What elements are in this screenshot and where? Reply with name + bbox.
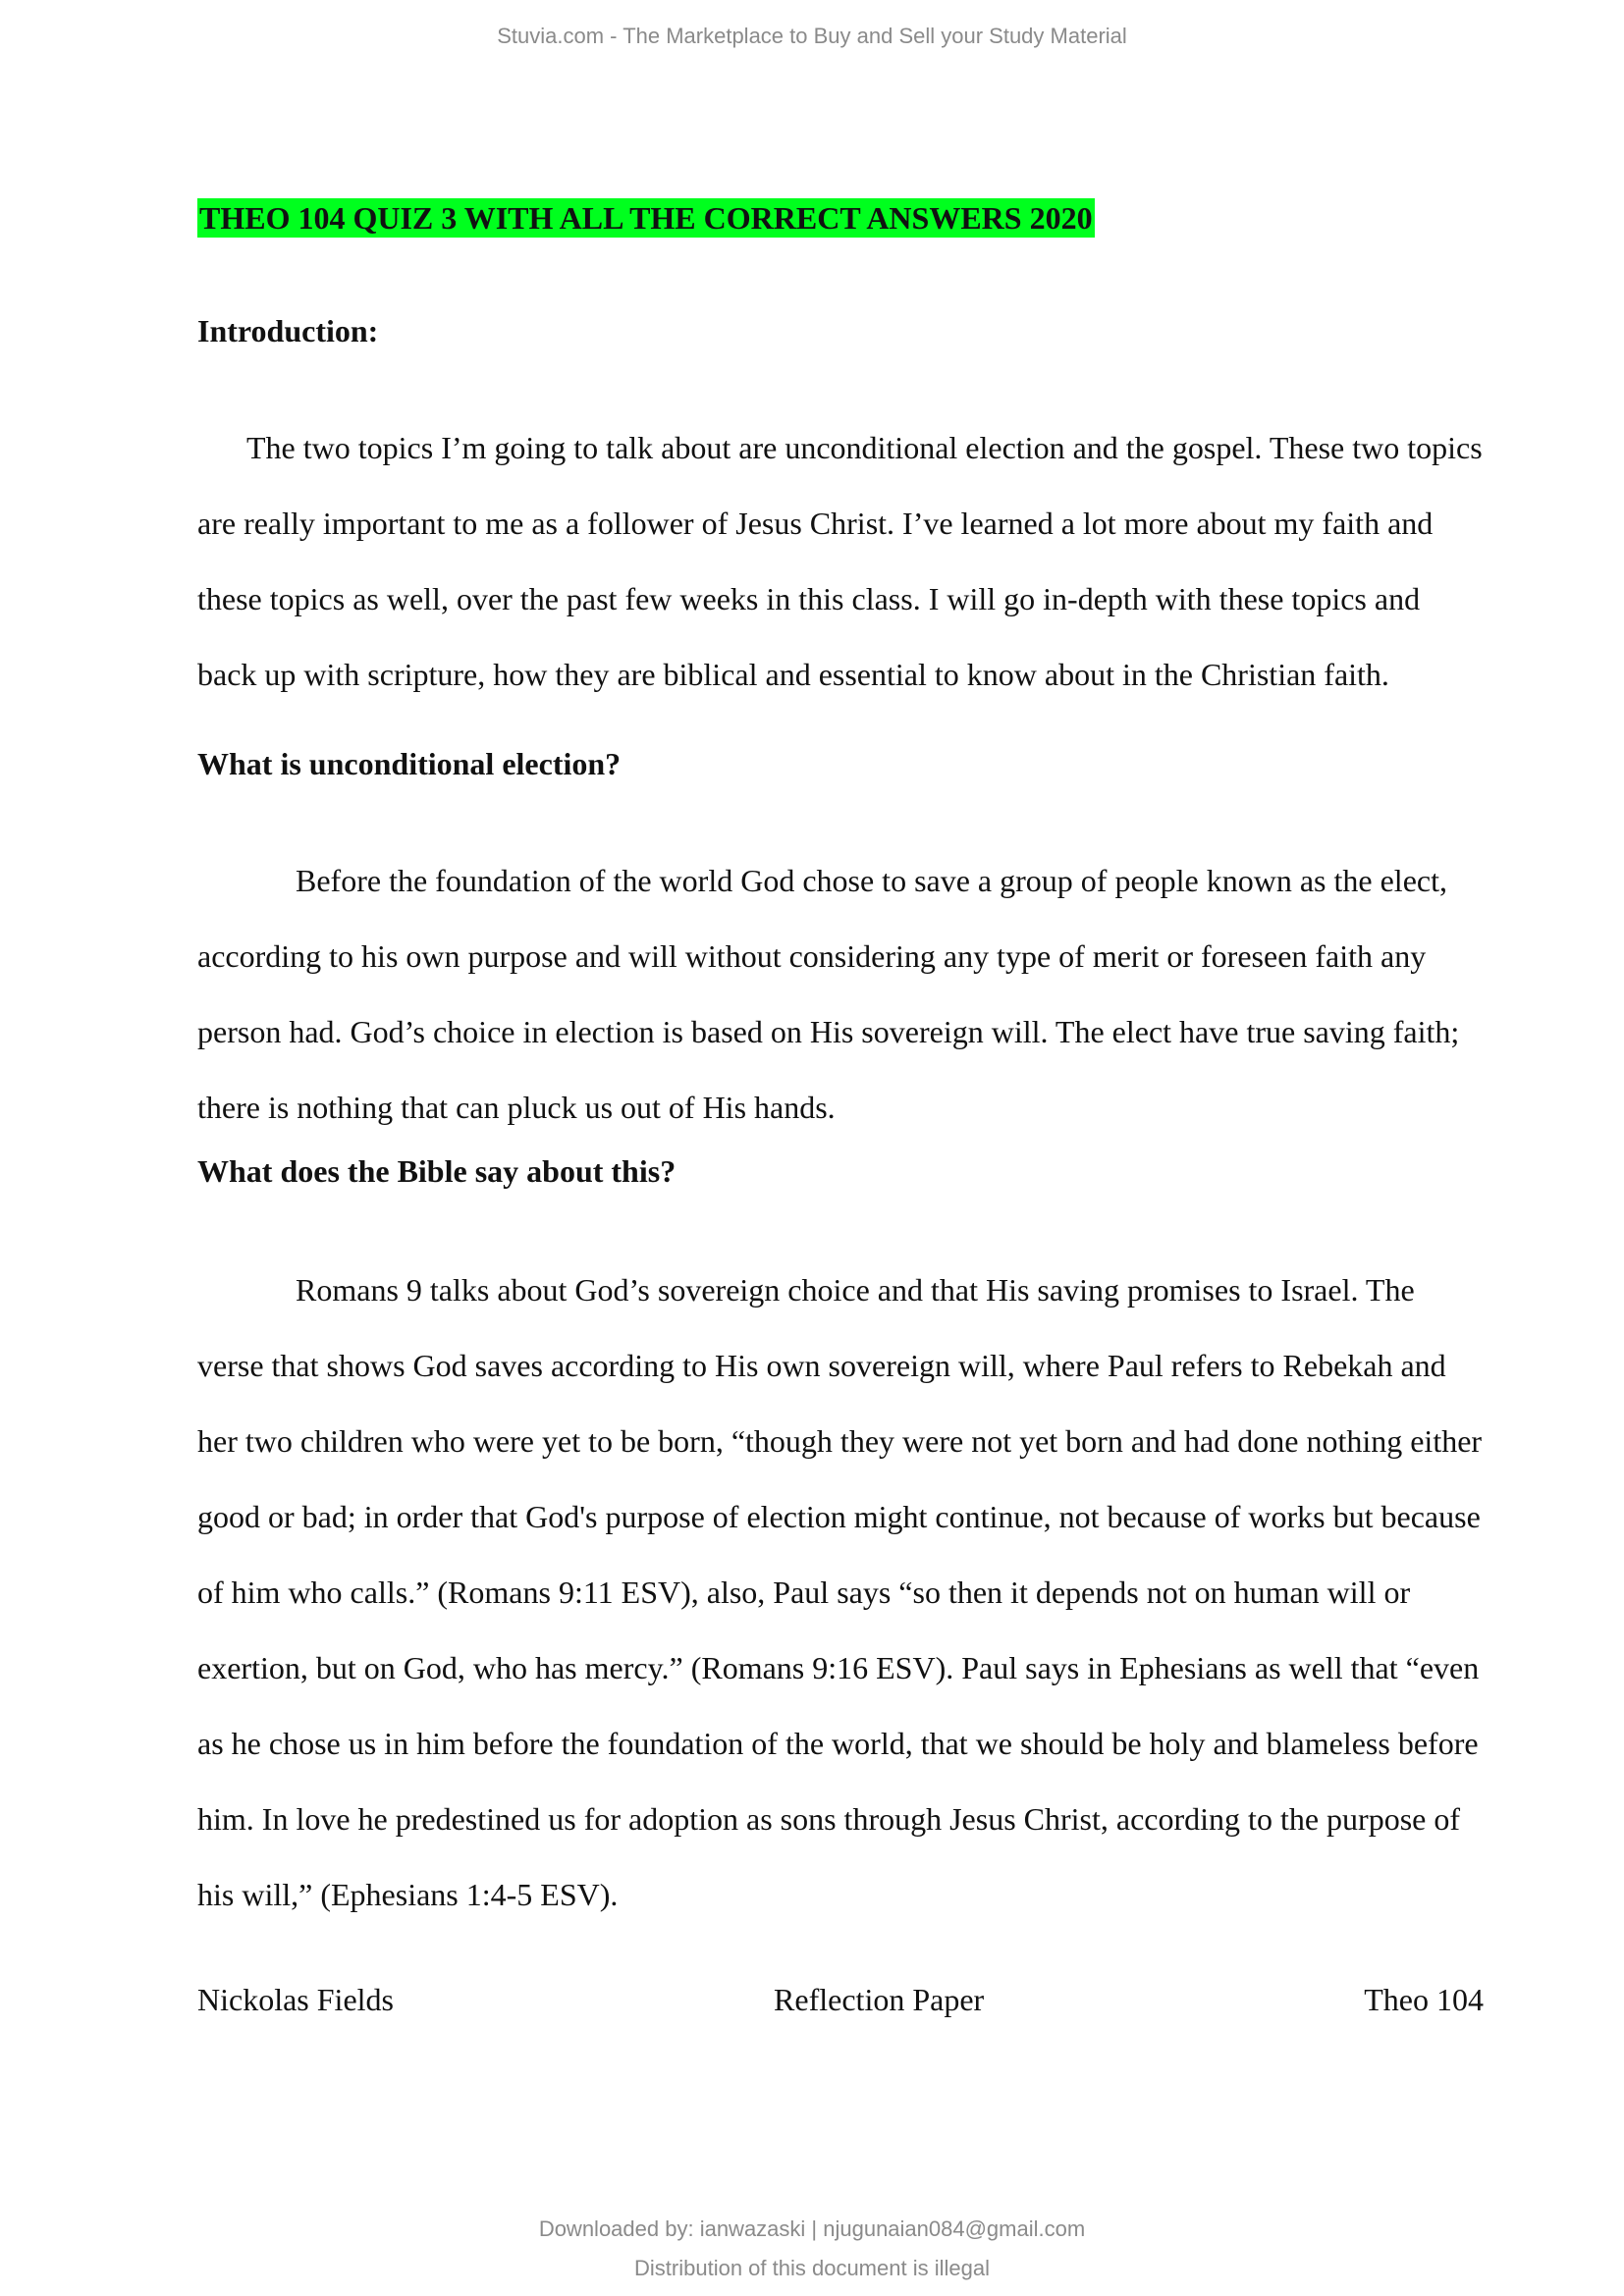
document-page xyxy=(197,194,1484,2023)
footer-author: Nickolas Fields xyxy=(197,1982,394,2017)
section-body-bible: Romans 9 talks about God’s sovereign choice and that His saving promises to Israel. The verse that shows God saves according to His own sovereign will, where Paul refers to Rebekah and her two children who were yet to be born, “though they were not yet born and had done nothing either good or bad; in order that God's purpose of election might continue, not because of works but because of him who calls.” (Romans 9:11 ESV), also, Paul says “so then it depends not on human will or exertion, but on God, who has mercy.” (Romans 9:16 ESV). Paul says in Ephesians as well that “even as he chose us in him before the foundation of the world, that we should be holy and blameless before him. In love he predestined us for adoption as sons through Jesus Christ, according to the purpose of his will,” (Ephesians 1:4-5 ESV). xyxy=(197,1272,1483,1912)
watermark-downloaded: Downloaded by: ianwazaski | njugunaian084@gmail.com xyxy=(538,2216,1086,2241)
section-heading-election: What is unconditional election? xyxy=(197,746,622,781)
section-heading-bible: What does the Bible say about this? xyxy=(197,1153,677,1189)
watermark-header: Stuvia.com - The Marketplace to Buy and Sell your Study Material xyxy=(497,24,1127,48)
section-body-introduction: The two topics I’m going to talk about are unconditional election and the gospel. These two topics are really important to me as a follower of Jesus Christ. I’ve learned a lot more about my faith and these topics as well, over the past few weeks in this class. I will go in-depth with these topics and back up with scripture, how they are biblical and essential to know about in the Christian faith. xyxy=(197,430,1483,692)
section-heading-introduction: Introduction: xyxy=(197,313,379,348)
watermark-distribution: Distribution of this document is illegal xyxy=(634,2256,990,2280)
footer-doc-type: Reflection Paper xyxy=(774,1982,985,2017)
document-title: THEO 104 QUIZ 3 WITH ALL THE CORRECT ANSWERS 2020 xyxy=(199,200,1093,236)
footer-course: Theo 104 xyxy=(1364,1982,1484,2017)
title-block xyxy=(197,194,1484,248)
document-footer xyxy=(197,1976,1484,2023)
section-body-election: Before the foundation of the world God chose to save a group of people known as the elect, according to his own purpose and will without considering any type of merit or foreseen faith any person had. God’s choice in election is based on His sovereign will. The elect have true saving faith; there is nothing that can pluck us out of His hands. xyxy=(197,863,1460,1125)
